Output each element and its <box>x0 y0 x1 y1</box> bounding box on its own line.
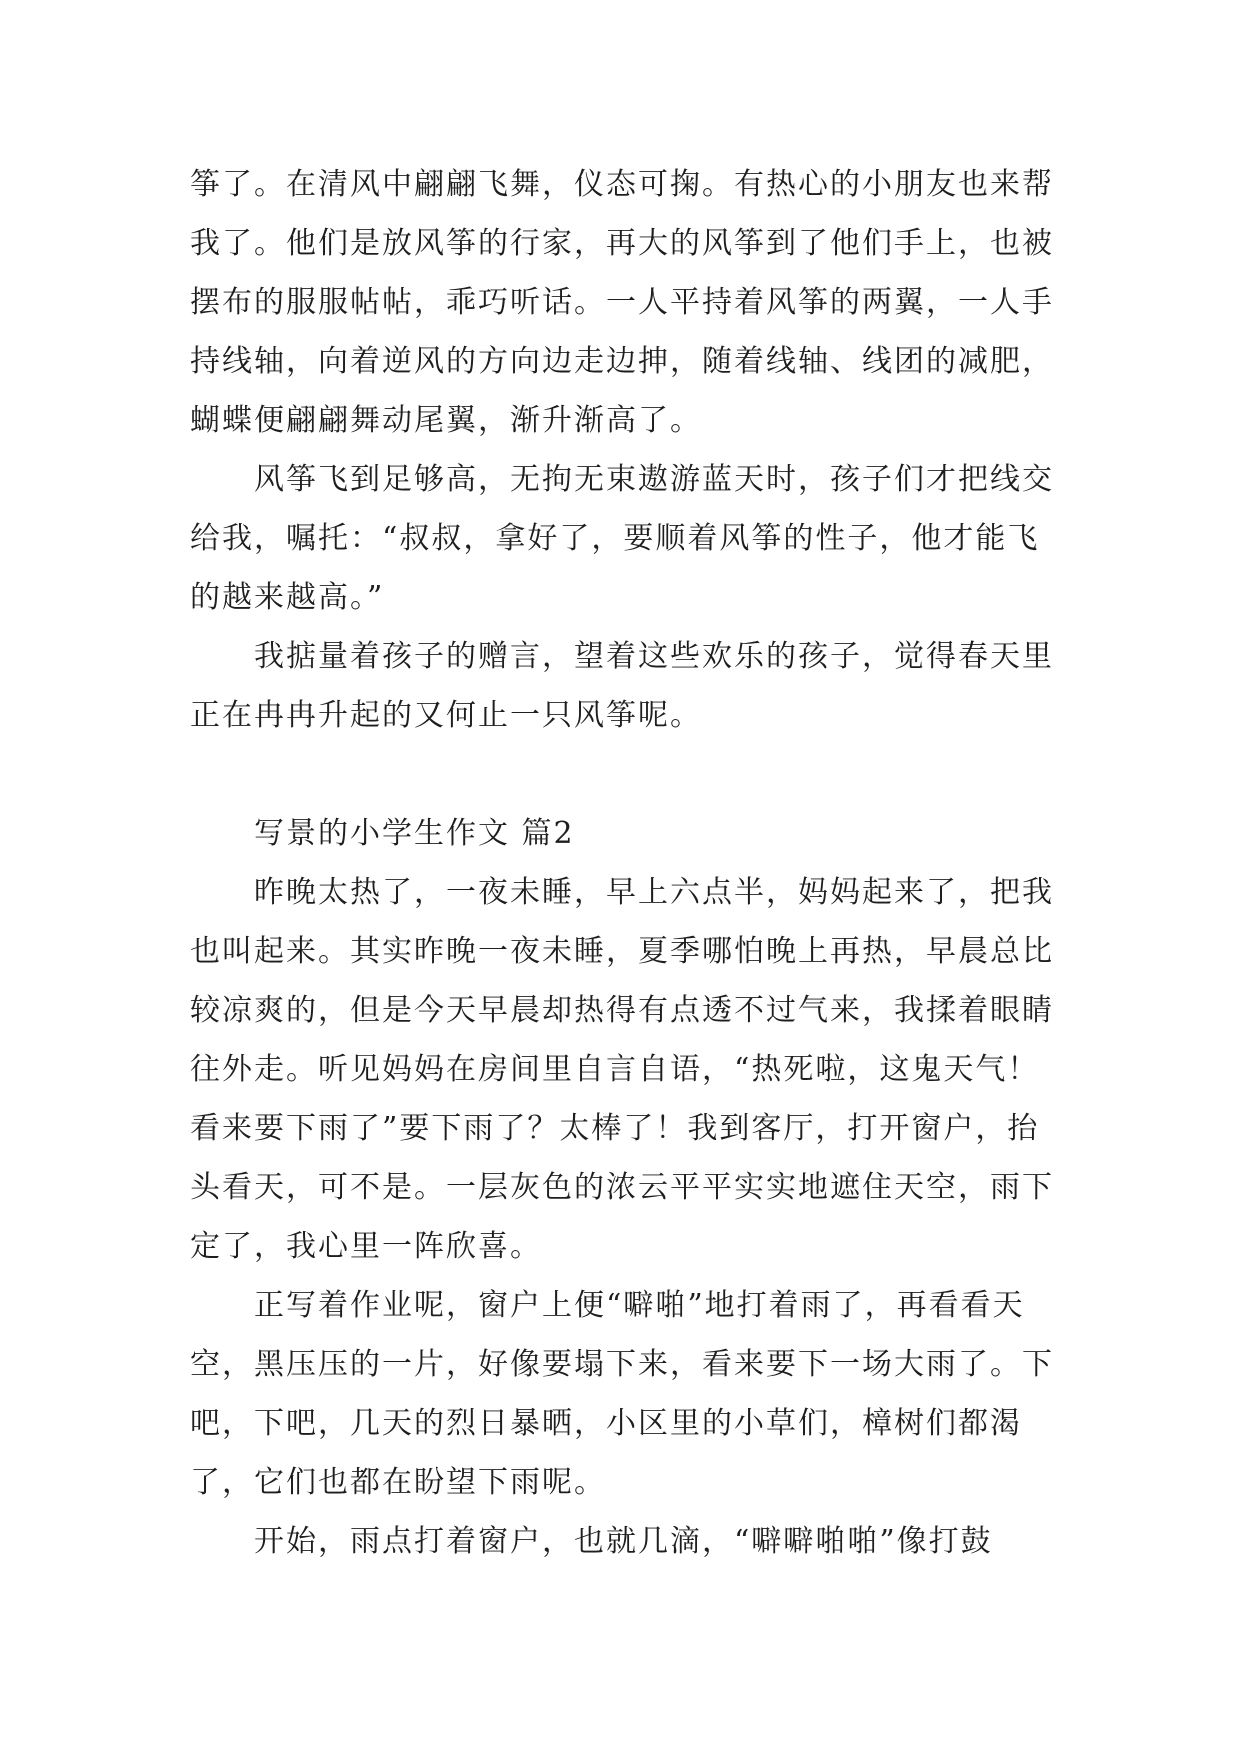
article-body <box>190 155 1060 1571</box>
paragraph: 我掂量着孩子的赠言，望着这些欢乐的孩子，觉得春天里正在冉冉升起的又何止一只风筝呢。 <box>190 639 1054 733</box>
paragraph: 昨晚太热了，一夜未睡，早上六点半，妈妈起来了，把我也叫起来。其实昨晚一夜未睡，夏季哪怕晚上再热，早晨总比较凉爽的，但是今天早晨却热得有点透不过气来，我揉着眼睛往外走。听见妈妈在房间里自言自语，“热死啦，这鬼天气！看来要下雨了”要下雨了？太棒了！我到客厅，打开窗户，抬头看天，可不是。一层灰色的浓云平平实实地遮住天空，雨下定了，我心里一阵欣喜。 <box>190 875 1054 1264</box>
paragraph: 开始，雨点打着窗户，也就几滴，“噼噼啪啪”像打鼓 <box>254 1524 993 1559</box>
section-heading: 写景的小学生作文 篇2 <box>254 816 575 851</box>
paragraph: 风筝飞到足够高，无拘无束遨游蓝天时，孩子们才把线交给我，嘱托：“叔叔，拿好了，要顺着风筝的性子，他才能飞的越来越高。” <box>190 462 1054 615</box>
paragraph: 正写着作业呢，窗户上便“噼啪”地打着雨了，再看看天空，黑压压的一片，好像要塌下来，看来要下一场大雨了。下吧，下吧，几天的烈日暴晒，小区里的小草们，樟树们都渴了，它们也都在盼望下雨呢。 <box>190 1288 1054 1500</box>
paragraph-continued: 筝了。在清风中翩翩飞舞，仪态可掬。有热心的小朋友也来帮我了。他们是放风筝的行家，再大的风筝到了他们手上，也被摆布的服服帖帖，乖巧听话。一人平持着风筝的两翼，一人手持线轴，向着逆风的方向边走边抻，随着线轴、线团的减肥，蝴蝶便翩翩舞动尾翼，渐升渐高了。 <box>190 167 1054 438</box>
